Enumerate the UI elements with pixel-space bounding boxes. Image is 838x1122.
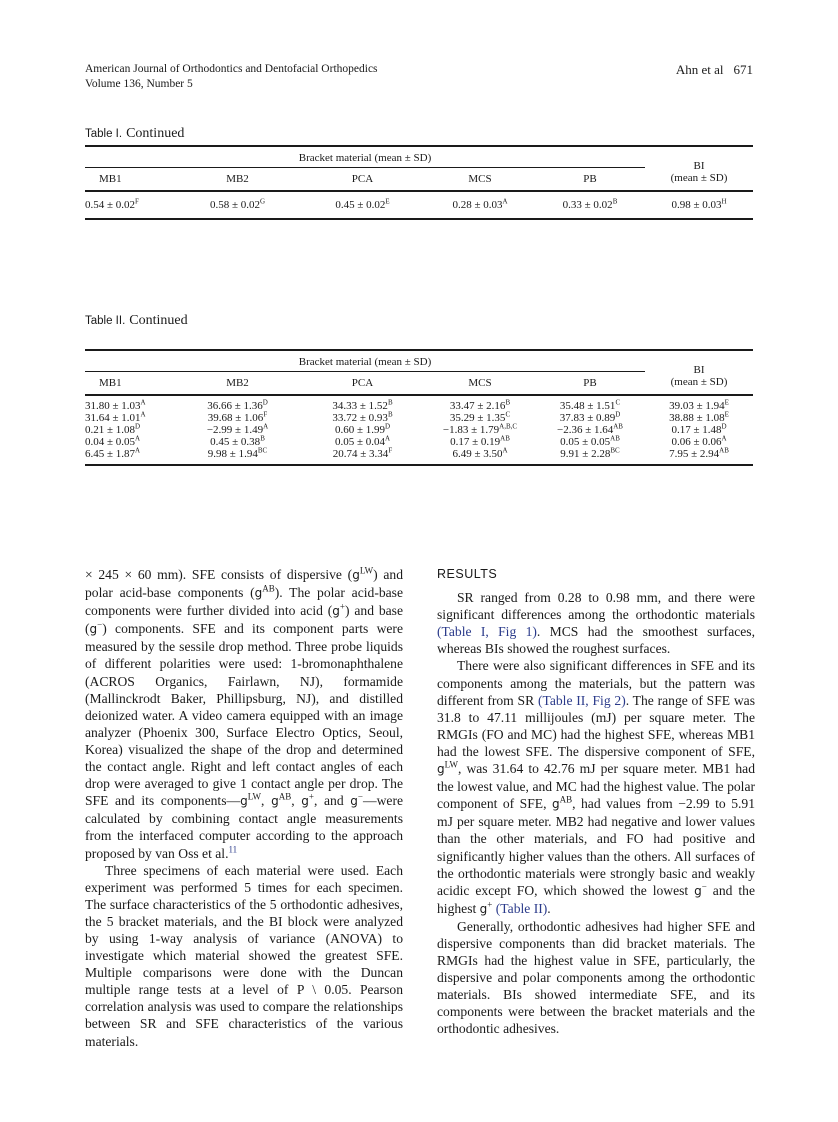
table2-col-header: MB2	[175, 372, 300, 396]
table1-label: Table I.	[85, 128, 123, 140]
table1-bi-header-line1: BI	[693, 159, 705, 172]
table-row	[85, 191, 753, 219]
table1-col-header: MB1	[85, 168, 175, 192]
table-cell: $0.17 \pm 1.48^D$	[671, 422, 727, 436]
page-info	[676, 62, 753, 77]
table-cell: $33.47 \pm 2.16^B$	[425, 395, 535, 412]
table1-bi-header-line2: (mean ± SD)	[670, 171, 728, 184]
table-cell: $0.58 \pm 0.02^G$	[175, 191, 300, 219]
table-cell: $0.60 \pm 1.99^D$	[334, 422, 391, 436]
table2	[85, 349, 753, 466]
table2-group-header: Bracket material (mean ± SD)	[298, 356, 432, 368]
table2-caption-text: Continued	[129, 313, 188, 328]
table1-fig1-link[interactable]: (Table I, Fig 1)	[437, 624, 537, 640]
table2-fig2-link[interactable]: (Table II, Fig 2)	[537, 692, 626, 708]
table-cell: $-1.83 \pm 1.79^{A,B,C}$	[442, 422, 518, 436]
table-cell: $7.95 \pm 2.94^{AB}$	[645, 448, 753, 465]
table-cell: $31.64 \pm 1.01^A$	[85, 410, 146, 424]
table2-bi-header-line1: BI	[693, 363, 705, 376]
table-cell: $0.04 \pm 0.05^A$	[85, 434, 141, 448]
table-row	[85, 424, 753, 436]
table1-group-header: Bracket material (mean ± SD)	[298, 152, 432, 164]
table2-col-header: PB	[535, 372, 645, 396]
citation-link[interactable]: 11	[228, 843, 238, 854]
journal-info	[85, 62, 378, 92]
right-column	[437, 566, 755, 1038]
table-row	[85, 436, 753, 448]
authors: Ahn et al	[675, 62, 724, 77]
table2-col-header: PCA	[300, 372, 425, 396]
methods-paragraph-2: Three specimens of each material were used. Each experiment was performed 5 times for each specimen. The surface characteristics of the 5 orthodontic adhesives, the 5 bracket materials, and the BI block were analyzed by using 1-way analysis of variance (ANOVA) to investigate which material showed the greatest SFE. Multiple comparisons were done with the Duncan multiple range tests at a level of P \ 0.05. Pearson correlation analysis was used to compare the relationships between SR and SFE characteristics of the various materials.	[85, 862, 403, 1049]
table-cell: $33.72 \pm 0.93^B$	[332, 410, 393, 424]
table-cell: $35.29 \pm 1.35^C$	[449, 410, 511, 424]
table-cell: $0.98 \pm 0.03^H$	[645, 191, 753, 219]
table-cell: $39.03 \pm 1.94^E$	[645, 395, 753, 412]
page-number: 671	[733, 62, 753, 77]
table2-col-header: MCS	[425, 372, 535, 396]
table2-link[interactable]: (Table II)	[495, 900, 548, 916]
table-row	[85, 448, 753, 465]
table-cell: $37.83 \pm 0.89^D$	[559, 410, 621, 424]
table-cell: $34.33 \pm 1.52^B$	[300, 395, 425, 412]
table-cell: $6.49 \pm 3.50^A$	[425, 448, 535, 465]
table1-col-header: PCA	[300, 168, 425, 192]
table1-caption	[85, 126, 184, 142]
results-paragraph-3: Generally, orthodontic adhesives had higher SFE and dispersive components than did bracket materials. The RMGIs had the highest value in SFE, particularly, the dispersive and polar components among the orthodontic materials. BIs showed intermediate SFE, and its components were between the bracket materials and the orthodontic adhesives.	[437, 918, 755, 1037]
table-cell: $6.45 \pm 1.87^A$	[85, 448, 175, 465]
left-column	[85, 566, 403, 1050]
table-cell: $35.48 \pm 1.51^C$	[535, 395, 645, 412]
table-cell: $38.88 \pm 1.08^E$	[669, 410, 729, 424]
table-cell: $0.05 \pm 0.05^{AB}$	[560, 434, 620, 448]
table1	[85, 145, 753, 220]
journal-volume: Volume 136, Number 5	[85, 78, 193, 90]
table-cell: $0.17 \pm 0.19^{AB}$	[450, 434, 510, 448]
table-cell: $-2.36 \pm 1.64^{AB}$	[557, 422, 623, 436]
table1-col-header: MB2	[175, 168, 300, 192]
table-cell: $0.06 \pm 0.06^A$	[671, 434, 727, 448]
table-cell: $9.98 \pm 1.94^{BC}$	[175, 448, 300, 465]
table1-col-header: MCS	[425, 168, 535, 192]
table-cell: $-2.99 \pm 1.49^A$	[206, 422, 269, 436]
table-cell: $0.28 \pm 0.03^A$	[425, 191, 535, 219]
table-row	[85, 395, 753, 412]
journal-title: American Journal of Orthodontics and Dentofacial Orthopedics	[85, 63, 378, 75]
table-cell: $0.54 \pm 0.02^F$	[85, 191, 175, 219]
table2-bi-header-line2: (mean ± SD)	[670, 375, 728, 388]
table-cell: $0.05 \pm 0.04^A$	[334, 434, 391, 448]
table2-label: Table II.	[85, 315, 126, 327]
table2-col-header: MB1	[85, 372, 175, 396]
results-paragraph-2: There were also significant differences in SFE and its components among the materials, but the pattern was different from SR (Table II, Fig 2). The range of SFE was 31.8 to 47.11 millijoules (mJ) per square meter. The RMGIs (FO and MC) had the highest SFE, whereas MB1 had the lowest SFE. The dispersive component of SFE, $g^{LW}$, was 31.64 to 42.76 mJ per square meter. MB1 had the lowest value, and MC had the highest value. The polar component of SFE, $g^{AB}$, had values from −2.99 to 5.91 mJ per square meter. MB2 had negative and lower values than the other materials, and FO had positive and significantly higher values than the others. All surfaces of the orthodontic materials were strongly basic and weakly acidic except FO, which showed the lowest g− and the highest g+ (Table II).	[437, 658, 755, 916]
table-cell: $31.80 \pm 1.03^A$	[85, 395, 175, 412]
table-row	[85, 412, 753, 424]
table-cell: $39.68 \pm 1.06^F$	[207, 410, 268, 424]
table-cell: $0.21 \pm 1.08^D$	[85, 422, 141, 436]
table-cell: $9.91 \pm 2.28^{BC}$	[535, 448, 645, 465]
table-cell: $36.66 \pm 1.36^D$	[175, 395, 300, 412]
table-cell: $0.45 \pm 0.02^E$	[300, 191, 425, 219]
table-cell: $0.45 \pm 0.38^B$	[210, 434, 265, 448]
table2-bi-header	[645, 350, 753, 395]
results-paragraph-1: SR ranged from 0.28 to 0.98 mm, and there were significant differences among the orthodontic materials (Table I, Fig 1). MCS had the smoothest surfaces, whereas BIs showed the roughest surfaces.	[437, 590, 756, 657]
section-heading-results: RESULTS	[437, 567, 498, 581]
table-cell: $20.74 \pm 3.34^F$	[300, 448, 425, 465]
table2-caption	[85, 313, 188, 329]
table1-col-header: PB	[535, 168, 645, 192]
table1-bi-header	[645, 146, 753, 191]
table-cell: $0.33 \pm 0.02^B$	[535, 191, 645, 219]
table1-caption-text: Continued	[126, 126, 185, 141]
methods-paragraph-1: × 245 × 60 mm). SFE consists of dispersive $(g^{LW})$ and polar acid-base components $(g^{AB})$. The polar acid-base components were further divided into acid (g+) and base (g−) components. SFE and its component parts were measured by the sessile drop method. Three probe liquids of different polarities were used: 1-bromonaphthalene (ACROS Organics, Fairlawn, NJ), formamide (Mallinckrodt Baker, Phillipsburg, NJ), and distilled deionized water. A video camera equipped with an image analyzer (Phoenix 300, Surface Electro Optics, Seoul, Korea) visualized the shape of the drop and determined the contact angle. Right and left contact angles of each drop were averaged to give 1 contact angle per drop. The SFE and its $components—g^{LW}$, $g^{AB}$, g+, and g−—were calculated by combining contact angle measurements from the interfaced computer according to the approach proposed by van Oss et al.$^{11}$	[85, 565, 404, 861]
